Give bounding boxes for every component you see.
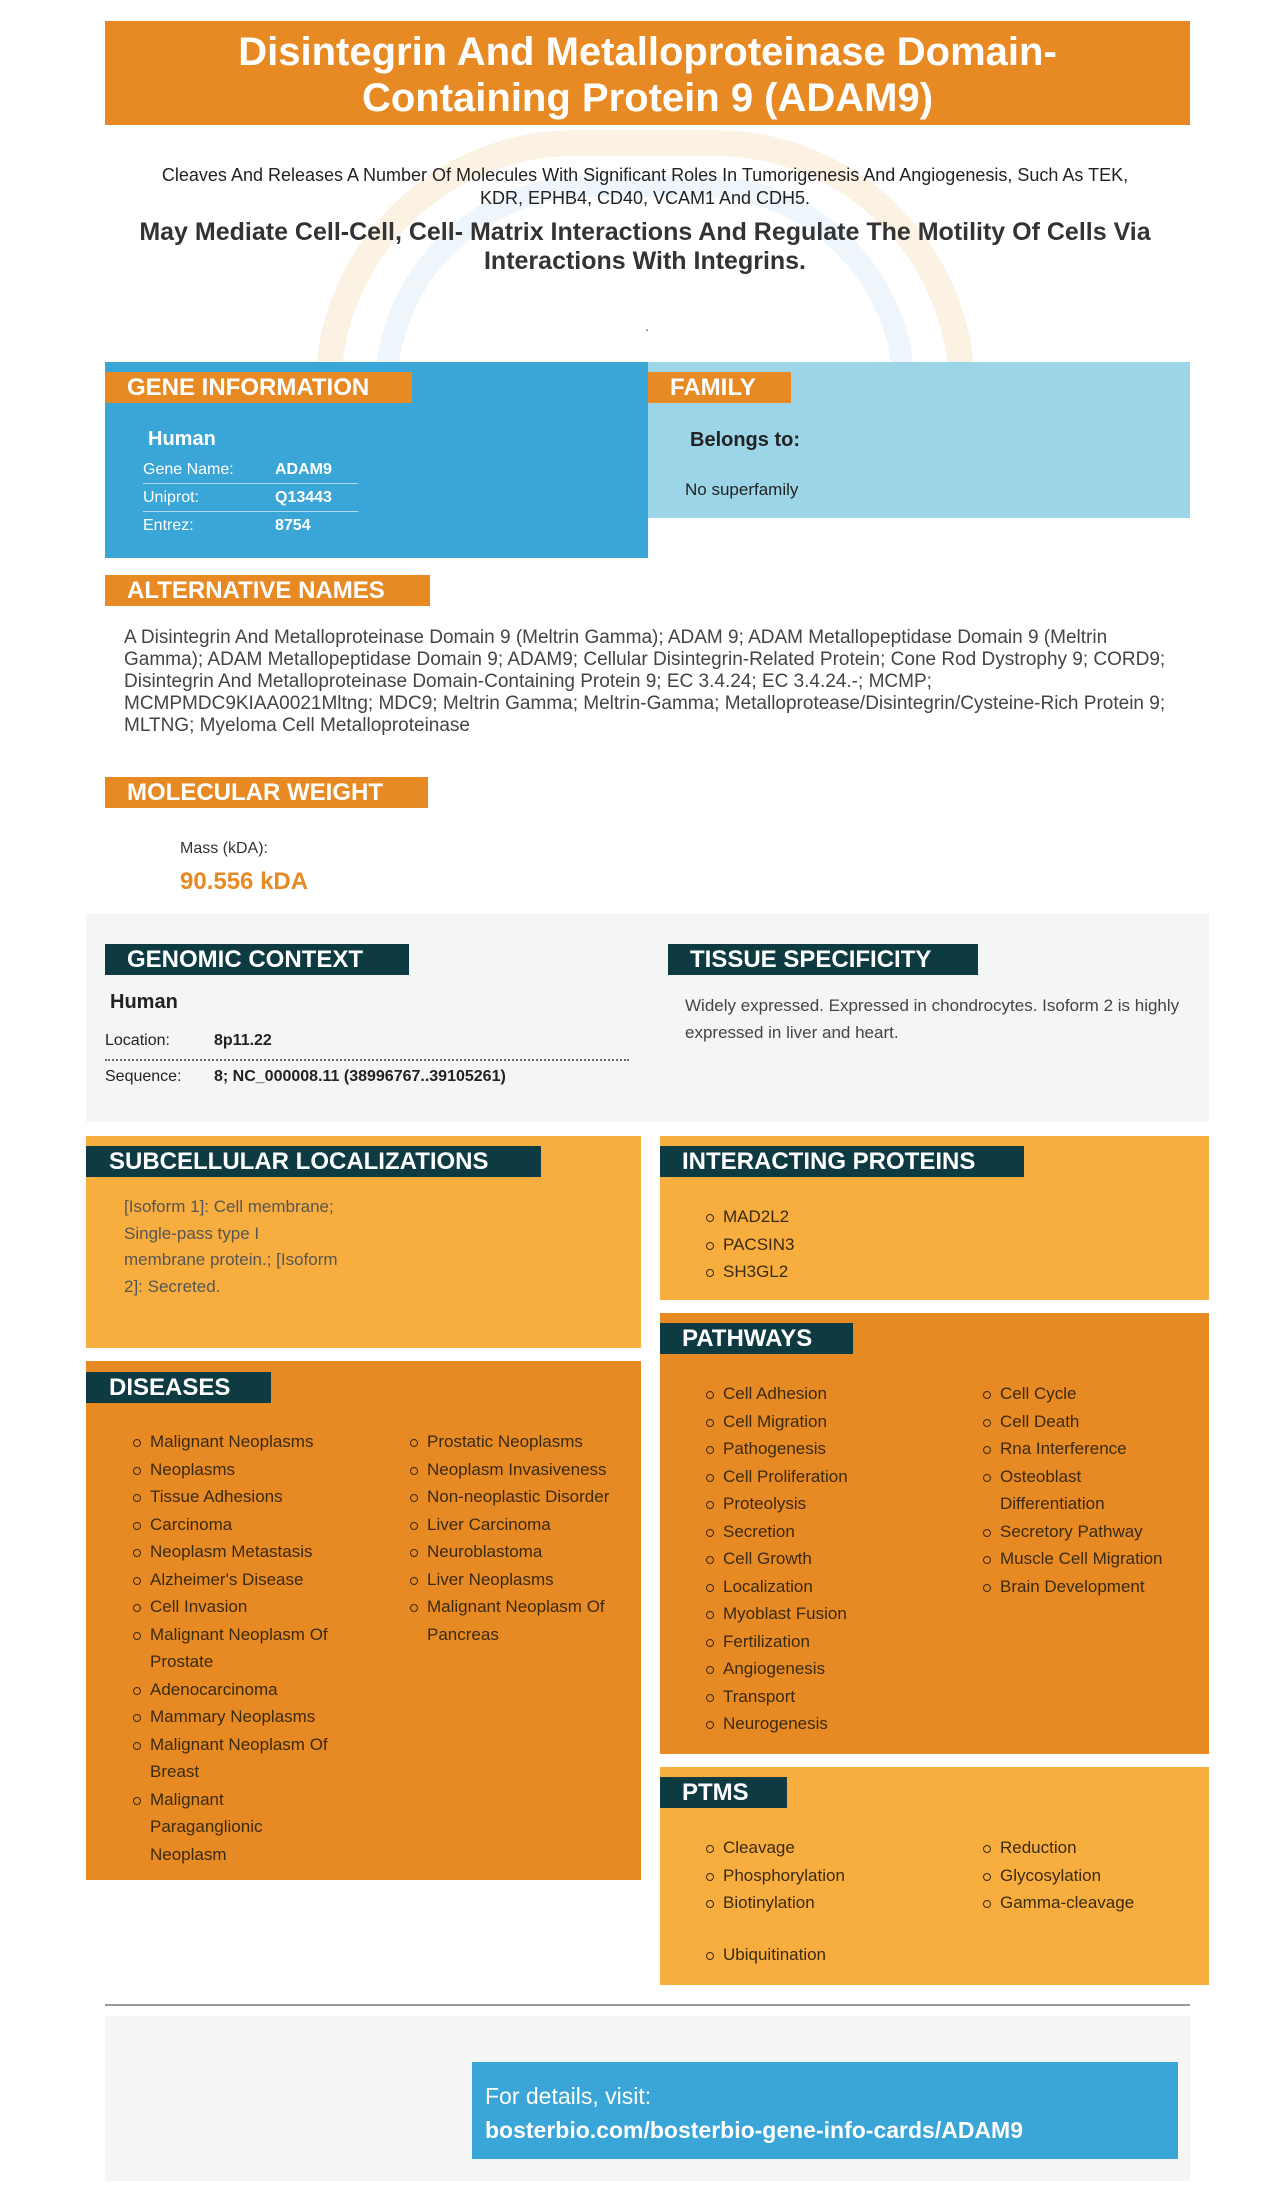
page-title (105, 21, 1190, 125)
tissue-specificity-text: Widely expressed. Expressed in chondrocytes. Isoform 2 is highly expressed in liver and heart. (685, 996, 1180, 1042)
list-item: Myoblast Fusion (703, 1600, 963, 1628)
list-item: Malignant Neoplasm Of Prostate (130, 1621, 365, 1676)
genomic-context-heading: GENOMIC CONTEXT (105, 944, 409, 975)
gene-row-value: 8754 (275, 517, 311, 534)
list-item: Angiogenesis (703, 1655, 963, 1683)
mass-label: Mass (kDA): (180, 840, 268, 857)
gene-row-value: ADAM9 (275, 460, 332, 478)
alternative-names-heading: ALTERNATIVE NAMES (105, 575, 430, 606)
list-item: Brain Development (980, 1573, 1200, 1601)
list-item: Non-neoplastic Disorder (407, 1483, 632, 1511)
interacting-proteins-list (703, 1203, 1003, 1286)
diseases-list-col1 (130, 1428, 365, 1868)
list-item: Cell Cycle (980, 1380, 1200, 1408)
details-link-box[interactable] (472, 2062, 1178, 2159)
list-item: Alzheimer's Disease (130, 1566, 365, 1594)
molecular-weight-heading: MOLECULAR WEIGHT (105, 777, 428, 808)
gene-row-label: Entrez: (143, 517, 194, 534)
details-intro: For details, visit: (485, 2083, 652, 2109)
list-item: Pathogenesis (703, 1435, 963, 1463)
list-item: Prostatic Neoplasms (407, 1428, 632, 1456)
list-item: Cell Death (980, 1408, 1200, 1436)
ptms-list-extra (703, 1941, 963, 1969)
list-item: Reduction (980, 1834, 1200, 1862)
list-item: Neoplasm Invasiveness (407, 1456, 632, 1484)
list-item: Glycosylation (980, 1862, 1200, 1890)
list-item: Neoplasms (130, 1456, 365, 1484)
list-item: Neuroblastoma (407, 1538, 632, 1566)
list-item: Osteoblast Differentiation (980, 1463, 1120, 1518)
list-item: Phosphorylation (703, 1862, 963, 1890)
gene-info-table (143, 456, 358, 540)
gene-species: Human (148, 428, 216, 450)
list-item: Transport (703, 1683, 963, 1711)
list-item: Neurogenesis (703, 1710, 963, 1738)
list-item: Tissue Adhesions (130, 1483, 365, 1511)
ptms-list-col2 (980, 1834, 1200, 1917)
genomic-divider (105, 1059, 629, 1061)
list-item: Secretion (703, 1518, 963, 1546)
separator-dot: . (645, 318, 649, 334)
genomic-sequence-row (105, 1068, 629, 1086)
list-item: Adenocarcinoma (130, 1676, 365, 1704)
list-item: Localization (703, 1573, 963, 1601)
sequence-label: Sequence: (105, 1068, 182, 1085)
gene-row-value: Q13443 (275, 488, 332, 506)
list-item: Rna Interference (980, 1435, 1200, 1463)
family-heading: FAMILY (648, 372, 791, 403)
list-item: Gamma-cleavage (980, 1889, 1200, 1917)
list-item: Cell Adhesion (703, 1380, 963, 1408)
gene-row-entrez (143, 512, 358, 540)
mass-value: 90.556 kDA (180, 868, 309, 895)
subcellular-text: [Isoform 1]: Cell membrane; Single-pass type I membrane protein.; [Isoform 2]: Secreted. (124, 1197, 338, 1296)
gene-information-heading: GENE INFORMATION (105, 372, 412, 403)
tissue-specificity-heading: TISSUE SPECIFICITY (668, 944, 978, 975)
location-label: Location: (105, 1032, 170, 1049)
list-item: Malignant Neoplasm Of Breast (130, 1731, 365, 1786)
gene-row-label: Gene Name: (143, 460, 234, 478)
ptms-heading: PTMS (660, 1777, 787, 1808)
list-item: Ubiquitination (703, 1941, 963, 1969)
subcellular-heading: SUBCELLULAR LOCALIZATIONS (86, 1146, 541, 1177)
list-item: Muscle Cell Migration (980, 1545, 1200, 1573)
alternative-names-text: A Disintegrin And Metalloproteinase Domain 9 (Meltrin Gamma); ADAM 9; ADAM Metallopeptidase Domain 9 (Meltrin Gamma); ADAM Metallopeptidase Domain 9; ADAM9; Cellular Disintegrin-Related Protein; Cone Rod Dystrophy 9; CORD9; Disintegrin And Metalloproteinase Domain-Containing Protein 9; EC 3.4.24; EC 3.4.24.-; MCMP; MCMPMDC9KIAA0021Mltng; MDC9; Meltrin Gamma; Meltrin-Gamma; Metalloprotease/Disintegrin/Cysteine-Rich Protein 9; MLTNG; Myeloma Cell Metalloproteinase (124, 627, 1166, 736)
genomic-species: Human (110, 991, 178, 1013)
list-item: PACSIN3 (703, 1231, 1003, 1259)
list-item: Neoplasm Metastasis (130, 1538, 365, 1566)
list-item: Malignant Neoplasms (130, 1428, 365, 1456)
gene-row-label: Uniprot: (143, 488, 200, 506)
pathways-list-col2 (980, 1380, 1200, 1600)
list-item: Malignant Paraganglionic Neoplasm (130, 1786, 280, 1869)
protein-function-summary: Cleaves And Releases A Number Of Molecules With Significant Roles In Tumorigenesis And Angiogenesis, Such As TEK, KDR, EPHB4, CD40, VCAM1 And CDH5. (161, 165, 1129, 208)
list-item: SH3GL2 (703, 1258, 1003, 1286)
gene-row-uniprot (143, 484, 358, 512)
diseases-heading: DISEASES (86, 1372, 271, 1403)
family-belongs-label: Belongs to: (690, 429, 800, 451)
list-item: Carcinoma (130, 1511, 365, 1539)
list-item: Cell Growth (703, 1545, 963, 1573)
list-item: Liver Carcinoma (407, 1511, 632, 1539)
pathways-list-col1 (703, 1380, 963, 1738)
ptms-list-col1 (703, 1834, 963, 1917)
footer-divider (105, 2004, 1190, 2006)
sequence-value: 8; NC_000008.11 (38996767..39105261) (214, 1068, 506, 1085)
list-item: Cell Proliferation (703, 1463, 963, 1491)
list-item: Cleavage (703, 1834, 963, 1862)
list-item: Malignant Neoplasm Of Pancreas (407, 1593, 632, 1648)
location-value: 8p11.22 (214, 1032, 272, 1049)
list-item: MAD2L2 (703, 1203, 1003, 1231)
gene-row-name (143, 456, 358, 484)
diseases-list-col2 (407, 1428, 632, 1648)
title-line-1: Disintegrin And Metalloproteinase Domain- (238, 30, 1057, 74)
list-item: Cell Migration (703, 1408, 963, 1436)
list-item: Liver Neoplasms (407, 1566, 632, 1594)
title-line-2: Containing Protein 9 (ADAM9) (361, 76, 934, 120)
details-link[interactable]: bosterbio.com/bosterbio-gene-info-cards/ADAM9 (485, 2117, 1023, 2143)
family-value: No superfamily (685, 480, 799, 499)
list-item: Proteolysis (703, 1490, 963, 1518)
protein-tagline: May Mediate Cell-Cell, Cell- Matrix Interactions And Regulate The Motility Of Cells Via Interactions With Integrins. (139, 218, 1151, 275)
genomic-location-row (105, 1032, 629, 1050)
interacting-proteins-heading: INTERACTING PROTEINS (660, 1146, 1024, 1177)
list-item: Biotinylation (703, 1889, 963, 1917)
list-item: Mammary Neoplasms (130, 1703, 365, 1731)
list-item: Fertilization (703, 1628, 963, 1656)
list-item: Cell Invasion (130, 1593, 365, 1621)
list-item: Secretory Pathway (980, 1518, 1200, 1546)
pathways-heading: PATHWAYS (660, 1323, 853, 1354)
